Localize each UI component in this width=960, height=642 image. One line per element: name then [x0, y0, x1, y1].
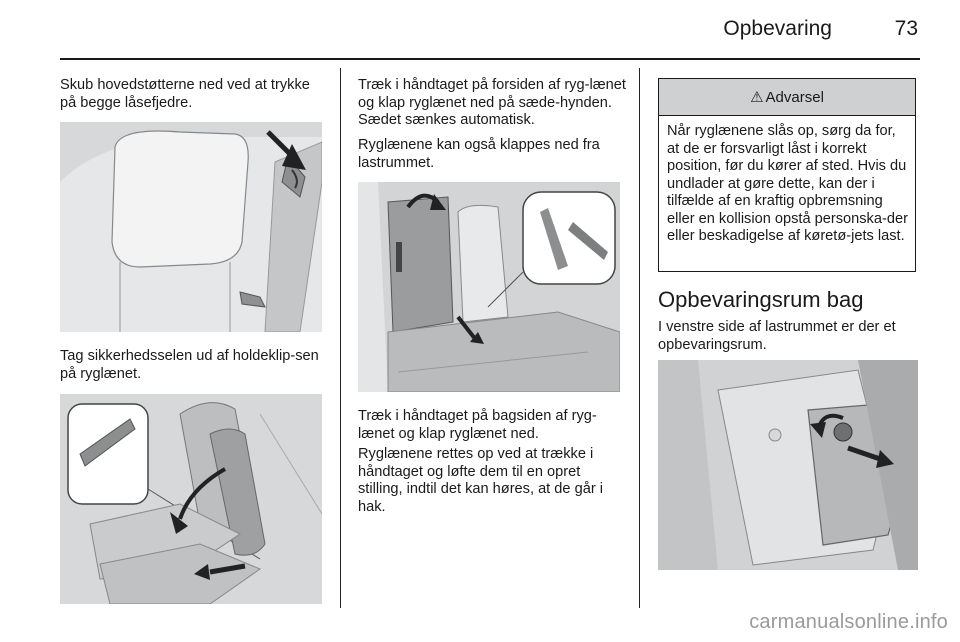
column-divider-1 — [340, 68, 341, 608]
watermark: carmanualsonline.info — [749, 611, 948, 633]
storage-figure — [658, 360, 918, 570]
col2-para4: Ryglænene rettes op ved at trække i håndtaget og løfte dem til en opret stilling, indtil det kan høres, at de går i hak. — [358, 446, 603, 515]
storage-compartment-illustration — [658, 360, 918, 570]
header-rule — [60, 58, 920, 60]
col1-para2: Tag sikkerhedsselen ud af holdeklip-sen på ryglænet. — [60, 348, 319, 382]
section-para: I venstre side af lastrummet er der et opbevaringsrum. — [658, 319, 896, 353]
column-divider-2 — [639, 68, 640, 608]
col2-para2: Ryglænene kan også klappes ned fra lastrummet. — [358, 137, 600, 171]
warning-triangle-icon: ⚠ — [750, 89, 764, 106]
cargo-fold-illustration — [358, 182, 620, 392]
col1-para1: Skub hovedstøtterne ned ved at trykke på begge låsefjedre. — [60, 77, 310, 111]
cargo-fold-figure — [358, 182, 620, 392]
warning-box — [658, 78, 916, 272]
warning-title: Advarsel — [765, 88, 824, 106]
header-title: Opbevaring — [723, 17, 832, 40]
page-number: 73 — [894, 17, 918, 40]
col2-para3: Træk i håndtaget på bagsiden af ryg-lænet og klap ryglænet ned. — [358, 408, 597, 442]
section-title: Opbevaringsrum bag — [658, 287, 864, 312]
warning-header — [659, 79, 915, 116]
headrest-illustration — [60, 122, 322, 332]
headrest-figure — [60, 122, 322, 332]
seat-fold-figure — [60, 394, 322, 604]
col2-para1: Træk i håndtaget på forsiden af ryg-lænet og klap ryglænet ned på sæde-hynden. Sædet sænkes automatisk. — [358, 77, 626, 128]
seat-fold-illustration — [60, 394, 322, 604]
warning-body: Når ryglænene slås op, sørg da for, at de er forsvarligt låst i korrekt position, før du kører af sted. Hvis du undlader at gøre dette, kan der i tilfælde af en kraftig opbremsning eller en kollision opstå personska-der eller beskadigelse af køretø-jets last. — [667, 123, 908, 244]
